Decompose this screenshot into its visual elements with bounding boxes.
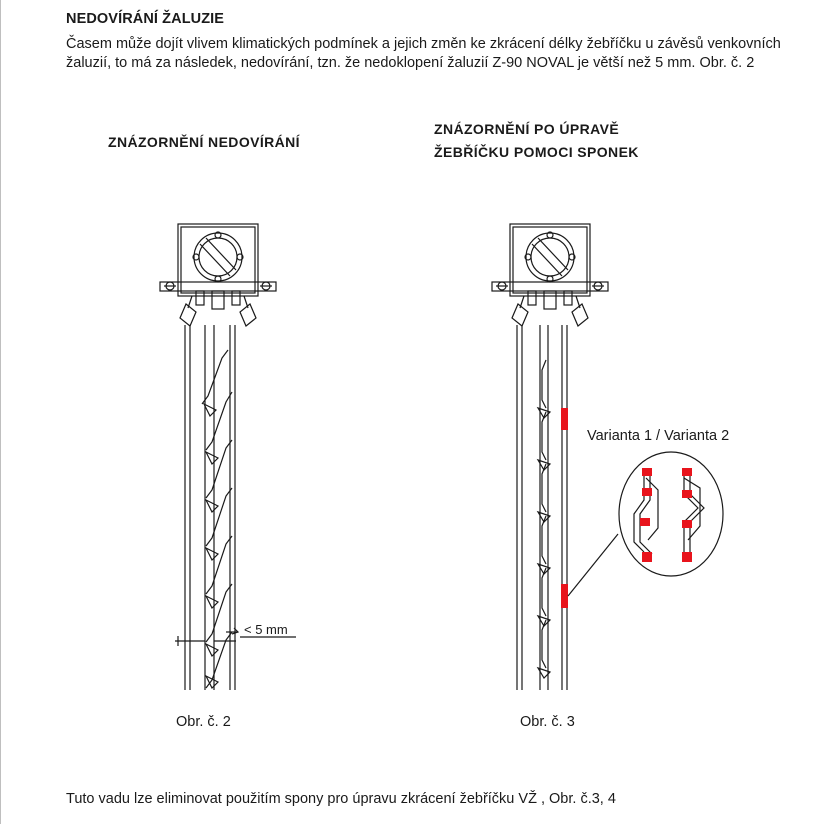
dimension-label: < 5 mm [244, 622, 288, 637]
clip-marker-upper [561, 408, 568, 430]
variant-label: Varianta 1 / Varianta 2 [587, 428, 730, 444]
section-heading: NEDOVÍRÁNÍ ŽALUZIE [66, 11, 225, 27]
footer-note: Tuto vadu lze eliminovat použitím spony pro úpravu zkrácení žebříčku VŽ , Obr. č.3, 4 [66, 791, 616, 807]
figure-caption-2: Obr. č. 2 [176, 714, 231, 730]
clip-detail-callout [619, 452, 723, 576]
right-blind-drawing [492, 224, 723, 690]
right-figure-title-line1: ZNÁZORNĚNÍ PO ÚPRAVĚ [434, 121, 620, 137]
left-blind-drawing [160, 224, 296, 690]
left-figure-title: ZNÁZORNĚNÍ NEDOVÍRÁNÍ [108, 134, 300, 150]
right-figure-title-line2: ŽEBŘÍČKU POMOCI SPONEK [434, 144, 639, 160]
intro-paragraph: Časem může dojít vlivem klimatických podmínek a jejich změn ke zkrácení délky žebříčku u závěsů venkovních žaluzií, to má za následek, nedovírání, tzn. že nedoklopení žaluzií Z-90 NOVAL je větší než 5 mm. Obr. č. 2 [66, 36, 781, 71]
figure-caption-3: Obr. č. 3 [520, 714, 575, 730]
clip-marker-lower [561, 584, 568, 608]
